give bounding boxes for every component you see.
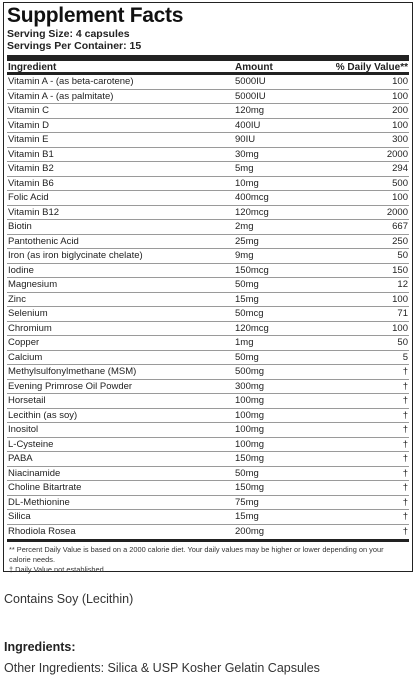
other-ingredients: Other Ingredients: Silica & USP Kosher Gelatin Capsules: [4, 661, 320, 675]
row-amount: 300mg: [235, 380, 265, 392]
row-amount: 9mg: [235, 250, 254, 262]
row-amount: 120mcg: [235, 322, 269, 334]
row-amount: 75mg: [235, 496, 259, 508]
table-row: [7, 438, 409, 453]
row-amount: 150mg: [235, 453, 265, 465]
allergen-statement: Contains Soy (Lecithin): [4, 592, 134, 606]
row-daily-value: 150: [392, 264, 408, 276]
row-daily-value: 12: [397, 279, 408, 291]
footnote: [7, 542, 409, 575]
table-row: [7, 510, 409, 525]
table-row: [7, 452, 409, 467]
facts-title: Supplement Facts: [7, 4, 184, 27]
row-ingredient: Pantothenic Acid: [8, 235, 79, 247]
header-daily-value: % Daily Value**: [335, 61, 408, 73]
row-ingredient: Vitamin B12: [8, 206, 60, 218]
row-ingredient: Selenium: [8, 308, 48, 320]
table-row: [7, 322, 409, 337]
table-row: [7, 220, 409, 235]
row-ingredient: Vitamin A - (as palmitate): [8, 90, 114, 102]
table-row: [7, 278, 409, 293]
table-row: [7, 525, 409, 540]
row-ingredient: Vitamin B2: [8, 163, 54, 175]
servings-per-container: Servings Per Container: 15: [7, 40, 142, 52]
table-row: [7, 380, 409, 395]
column-header-row: [7, 62, 409, 75]
row-daily-value: 2000: [386, 206, 408, 218]
header-amount: Amount: [235, 61, 273, 73]
row-ingredient: Vitamin C: [8, 105, 50, 117]
row-daily-value: 50: [397, 337, 408, 349]
table-row: [7, 365, 409, 380]
row-amount: 400IU: [235, 119, 261, 131]
row-ingredient: Copper: [8, 337, 40, 349]
row-amount: 5mg: [235, 163, 254, 175]
row-amount: 120mcg: [235, 206, 269, 218]
row-ingredient: Iodine: [8, 264, 34, 276]
row-ingredient: Inositol: [8, 424, 39, 436]
facts-table-body: [7, 75, 409, 539]
row-amount: 100mg: [235, 395, 265, 407]
row-ingredient: Horsetail: [8, 395, 46, 407]
supplement-facts-panel: [3, 2, 413, 572]
row-amount: 50mg: [235, 351, 259, 363]
row-amount: 15mg: [235, 293, 259, 305]
row-amount: 10mg: [235, 177, 259, 189]
row-daily-value: 50: [397, 250, 408, 262]
row-daily-value: †: [402, 424, 408, 436]
row-ingredient: Methylsulfonylmethane (MSM): [8, 366, 137, 378]
row-amount: 2mg: [235, 221, 254, 233]
row-ingredient: Silica: [8, 511, 31, 523]
row-daily-value: 100: [392, 293, 408, 305]
row-ingredient: Vitamin E: [8, 134, 49, 146]
footnote-not-established: † Daily Value not established.: [9, 565, 106, 574]
row-amount: 100mg: [235, 424, 265, 436]
row-daily-value: 100: [392, 76, 408, 88]
row-amount: 100mg: [235, 409, 265, 421]
table-row: [7, 90, 409, 105]
row-amount: 200mg: [235, 526, 265, 538]
row-ingredient: Zinc: [8, 293, 26, 305]
row-daily-value: †: [402, 395, 408, 407]
row-daily-value: 300: [392, 134, 408, 146]
row-daily-value: †: [402, 380, 408, 392]
table-row: [7, 293, 409, 308]
row-daily-value: 100: [392, 322, 408, 334]
row-daily-value: †: [402, 438, 408, 450]
table-row: [7, 119, 409, 134]
row-daily-value: 100: [392, 119, 408, 131]
row-ingredient: Lecithin (as soy): [8, 409, 78, 421]
row-ingredient: Folic Acid: [8, 192, 49, 204]
row-daily-value: †: [402, 482, 408, 494]
row-ingredient: PABA: [8, 453, 33, 465]
row-ingredient: Rhodiola Rosea: [8, 526, 76, 538]
row-ingredient: DL-Methionine: [8, 496, 70, 508]
row-daily-value: †: [402, 467, 408, 479]
table-row: [7, 264, 409, 279]
row-ingredient: Chromium: [8, 322, 52, 334]
row-ingredient: L-Cysteine: [8, 438, 54, 450]
table-row: [7, 394, 409, 409]
row-amount: 1mg: [235, 337, 254, 349]
table-row: [7, 191, 409, 206]
row-amount: 50mg: [235, 467, 259, 479]
table-row: [7, 496, 409, 511]
row-daily-value: 667: [392, 221, 408, 233]
row-amount: 500mg: [235, 366, 265, 378]
row-amount: 5000IU: [235, 76, 266, 88]
row-daily-value: 200: [392, 105, 408, 117]
row-daily-value: 5: [402, 351, 408, 363]
row-ingredient: Vitamin B6: [8, 177, 54, 189]
row-ingredient: Niacinamide: [8, 467, 61, 479]
row-daily-value: †: [402, 366, 408, 378]
row-daily-value: 294: [392, 163, 408, 175]
row-amount: 100mg: [235, 438, 265, 450]
table-row: [7, 235, 409, 250]
table-row: [7, 481, 409, 496]
table-row: [7, 467, 409, 482]
row-daily-value: †: [402, 511, 408, 523]
row-ingredient: Biotin: [8, 221, 32, 233]
row-amount: 120mg: [235, 105, 265, 117]
row-daily-value: †: [402, 526, 408, 538]
footnote-daily-value: ** Percent Daily Value is based on a 2000 calorie diet. Your daily values may be higher or lower depending on your calorie needs.: [9, 545, 384, 564]
row-daily-value: 100: [392, 90, 408, 102]
row-amount: 25mg: [235, 235, 259, 247]
header-ingredient: Ingredient: [8, 61, 57, 73]
row-ingredient: Vitamin B1: [8, 148, 54, 160]
ingredients-label: Ingredients:: [4, 640, 76, 654]
row-amount: 150mcg: [235, 264, 269, 276]
row-daily-value: 2000: [386, 148, 408, 160]
row-amount: 30mg: [235, 148, 259, 160]
row-ingredient: Choline Bitartrate: [8, 482, 82, 494]
row-amount: 50mg: [235, 279, 259, 291]
row-amount: 15mg: [235, 511, 259, 523]
row-ingredient: Vitamin D: [8, 119, 50, 131]
thick-divider: [7, 55, 409, 61]
row-daily-value: 250: [392, 235, 408, 247]
table-row: [7, 206, 409, 221]
table-row: [7, 177, 409, 192]
row-amount: 90IU: [235, 134, 256, 146]
row-amount: 50mcg: [235, 308, 264, 320]
table-row: [7, 409, 409, 424]
table-row: [7, 162, 409, 177]
table-row: [7, 133, 409, 148]
row-ingredient: Evening Primrose Oil Powder: [8, 380, 133, 392]
row-daily-value: †: [402, 453, 408, 465]
table-row: [7, 75, 409, 90]
table-row: [7, 307, 409, 322]
row-amount: 150mg: [235, 482, 265, 494]
serving-size: Serving Size: 4 capsules: [7, 28, 130, 40]
row-daily-value: †: [402, 496, 408, 508]
row-ingredient: Calcium: [8, 351, 43, 363]
row-ingredient: Iron (as iron biglycinate chelate): [8, 250, 143, 262]
table-row: [7, 148, 409, 163]
row-amount: 5000IU: [235, 90, 266, 102]
table-row: [7, 249, 409, 264]
row-daily-value: †: [402, 409, 408, 421]
row-ingredient: Vitamin A - (as beta-carotene): [8, 76, 134, 88]
row-amount: 400mcg: [235, 192, 269, 204]
table-row: [7, 423, 409, 438]
table-row: [7, 336, 409, 351]
row-daily-value: 71: [397, 308, 408, 320]
row-ingredient: Magnesium: [8, 279, 58, 291]
table-row: [7, 351, 409, 366]
table-row: [7, 104, 409, 119]
row-daily-value: 100: [392, 192, 408, 204]
row-daily-value: 500: [392, 177, 408, 189]
